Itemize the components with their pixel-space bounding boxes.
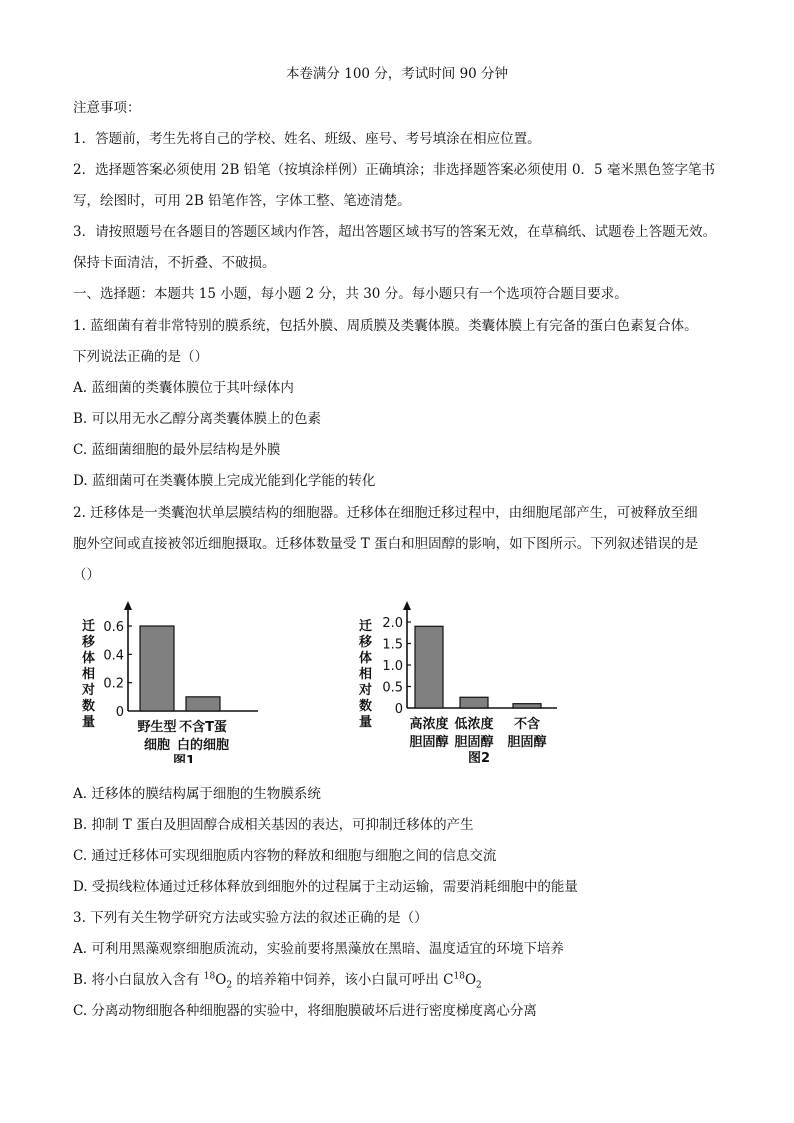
- y-axis-label-char: 移: [82, 635, 96, 650]
- category-label: 胆固醇: [507, 735, 547, 750]
- category-label: 不含T蛋: [179, 720, 227, 735]
- y-tick-label: 0: [115, 705, 124, 720]
- question-2-stem: 2. 迁移体是一类囊泡状单层膜结构的细胞器。迁移体在细胞迁移过程中，由细胞尾部产生，可被释放至细: [73, 505, 698, 521]
- y-axis-label-char: 迁: [82, 619, 96, 634]
- question-2-option-d: D. 受损线粒体通过迁移体释放到细胞外的过程属于主动运输，需要消耗细胞中的能量: [73, 879, 578, 895]
- y-axis-label-char: 相: [359, 667, 373, 682]
- y-tick-label: 1.0: [382, 659, 403, 674]
- question-3-option-c: C. 分离动物细胞各种细胞器的实验中，将细胞膜破坏后进行密度梯度离心分离: [73, 1003, 537, 1019]
- category-label: 白的细胞: [176, 738, 230, 753]
- notice-item: 保持卡面清洁，不折叠、不破损。: [73, 255, 276, 271]
- y-axis-label-char: 移: [359, 635, 373, 650]
- y-tick-label: 0.4: [103, 648, 124, 664]
- y-axis-label-char: 相: [82, 667, 96, 682]
- figure-1: [78, 598, 268, 767]
- page-title: 本卷满分 100 分，考试时间 90 分钟: [285, 66, 509, 82]
- bar: [460, 697, 488, 708]
- notice-item: 3．请按照题号在各题目的答题区域内作答，超出答题区域书写的答案无效，在草稿纸、试题卷上答题无效。: [73, 224, 717, 240]
- y-tick-label: 0.2: [103, 676, 124, 692]
- category-label: 细胞: [143, 738, 171, 753]
- y-axis-label-char: 量: [82, 715, 96, 730]
- question-2-option-b: B. 抑制 T 蛋白及胆固醇合成相关基因的表达，可抑制迁移体的产生: [73, 817, 474, 833]
- question-2-option-a: A. 迁移体的膜结构属于细胞的生物膜系统: [73, 786, 321, 802]
- question-1-option-a: A. 蓝细菌的类囊体膜位于其叶绿体内: [73, 380, 294, 396]
- y-tick-label: 0.5: [382, 680, 403, 696]
- y-axis-label-char: 数: [359, 699, 373, 714]
- question-3-option-b: B. 将小白鼠放入含有 $^{18}O_2$ 的培养箱中饲养，该小白鼠可呼出 $C^{18}O_2$: [73, 971, 482, 991]
- category-label: 野生型: [137, 720, 177, 735]
- figure-title: 图1: [172, 754, 196, 763]
- bar: [186, 697, 220, 711]
- question-1-option-c: C. 蓝细菌细胞的最外层结构是外膜: [73, 442, 281, 458]
- y-axis-arrow: [403, 601, 411, 610]
- question-2-option-c: C. 通过迁移体可实现细胞质内容物的释放和细胞与细胞之间的信息交流: [73, 848, 497, 864]
- y-tick-label: 1.5: [382, 637, 403, 653]
- category-label: 胆固醇: [409, 735, 449, 750]
- y-tick-label: 0.6: [103, 620, 124, 635]
- question-1-option-b: B. 可以用无水乙醇分离类囊体膜上的色素: [73, 411, 322, 427]
- notice-item: 2．选择题答案必须使用 2B 铅笔（按填涂样例）正确填涂；非选择题答案必须使用 0．5 毫米黑色签字笔书: [73, 162, 715, 178]
- figure-1-chart: [78, 598, 268, 763]
- question-3-stem: 3. 下列有关生物学研究方法或实验方法的叙述正确的是（）: [73, 910, 428, 926]
- category-label: 不含: [513, 717, 541, 732]
- figure-title: 图2: [467, 751, 491, 763]
- section-heading: 一、选择题：本题共 15 小题，每小题 2 分，共 30 分。每小题只有一个选项符合题目要求。: [73, 286, 628, 302]
- y-tick-label: 2.0: [382, 616, 403, 631]
- question-1-option-d: D. 蓝细菌可在类囊体膜上完成光能到化学能的转化: [73, 473, 376, 489]
- question-1-stem: 1. 蓝细菌有着非常特别的膜系统，包括外膜、周质膜及类囊体膜。类囊体膜上有完备的蛋白色素复合体。: [73, 318, 698, 334]
- y-axis-label-char: 体: [359, 651, 373, 666]
- figure-2: [355, 598, 570, 767]
- y-axis-arrow: [124, 601, 132, 610]
- y-axis-label-char: 量: [359, 715, 373, 730]
- notice-heading: 注意事项：: [73, 100, 141, 116]
- y-axis-label-char: 体: [82, 651, 96, 666]
- y-axis-label-char: 迁: [359, 619, 373, 634]
- question-3-option-a: A. 可利用黑藻观察细胞质流动，实验前要将黑藻放在黑暗、温度适宜的环境下培养: [73, 941, 564, 957]
- category-label: 低浓度: [454, 717, 494, 732]
- bar: [140, 626, 174, 711]
- y-axis-label-char: 数: [82, 699, 96, 714]
- y-axis-label-char: 对: [82, 683, 96, 698]
- figure-2-chart: [355, 598, 570, 763]
- category-label: 胆固醇: [454, 735, 494, 750]
- bar: [415, 626, 443, 708]
- y-tick-label: 0: [394, 702, 403, 717]
- notice-item: 1．答题前，考生先将自己的学校、姓名、班级、座号、考号填涂在相应位置。: [73, 131, 541, 147]
- question-2-stem: 胞外空间或直接被邻近细胞摄取。迁移体数量受 T 蛋白和胆固醇的影响，如下图所示。下列叙述错误的是: [73, 536, 699, 552]
- notice-item: 写，绘图时，可用 2B 铅笔作答，字体工整、笔迹清楚。: [73, 193, 411, 209]
- bar: [513, 704, 541, 708]
- y-axis-label-char: 对: [359, 683, 373, 698]
- question-2-stem: （）: [73, 567, 100, 583]
- question-1-stem: 下列说法正确的是（）: [73, 349, 208, 365]
- category-label: 高浓度: [409, 717, 449, 732]
